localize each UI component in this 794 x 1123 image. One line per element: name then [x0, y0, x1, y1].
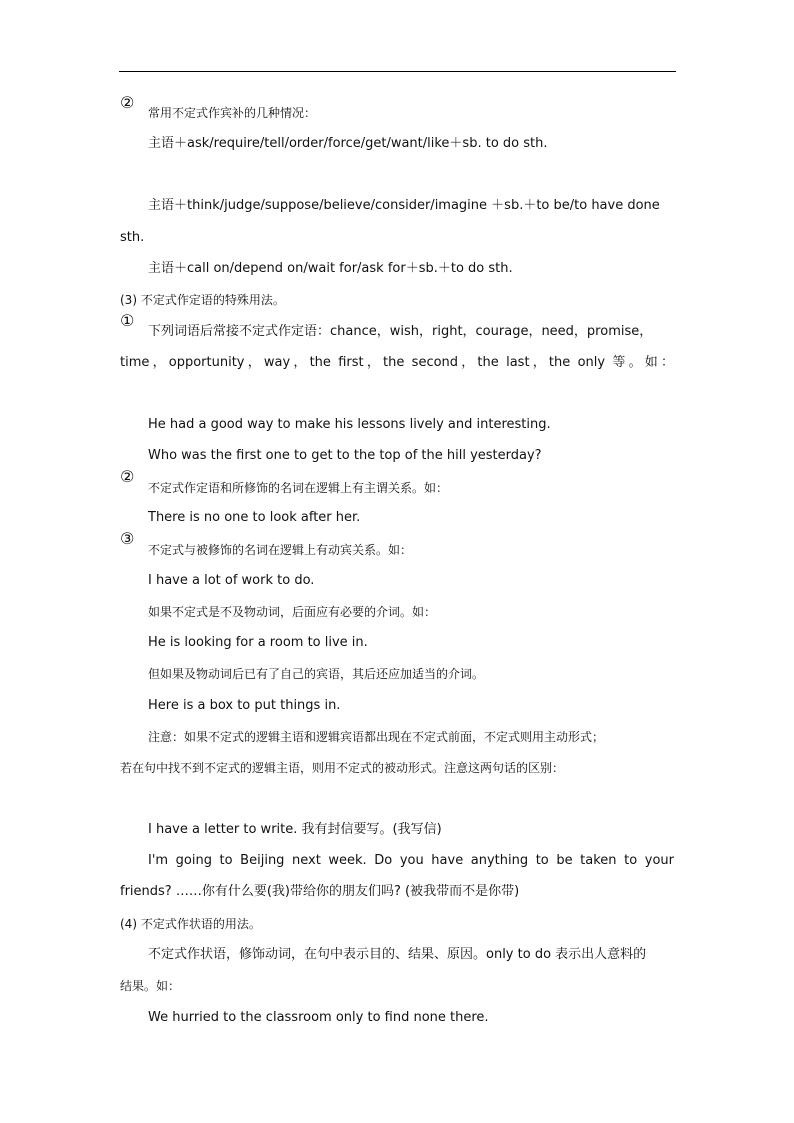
text-line: 主语＋ask/require/tell/order/force/get/want/like＋sb. to do sth.: [148, 136, 548, 151]
text-line: 如果不定式是不及物动词，后面应有必要的介词。如：: [148, 605, 437, 619]
text-line: time，opportunity，way，the first，the second，the last，the only 等。如：: [120, 355, 674, 370]
circled-three-marker: ③: [120, 529, 135, 548]
example-sentence: I have a lot of work to do.: [148, 573, 315, 588]
example-sentence: He had a good way to make his lessons lively and interesting.: [148, 417, 551, 432]
example-sentence: We hurried to the classroom only to find none there.: [148, 1010, 489, 1025]
example-sentence: He is looking for a room to live in.: [148, 635, 368, 650]
section-heading: (3) 不定式作定语的特殊用法。: [120, 293, 285, 307]
text-line: 但如果及物动词后已有了自己的宾语，其后还应加适当的介词。: [148, 667, 485, 681]
text-line: 主语＋think/judge/suppose/believe/consider/imagine ＋sb.＋to be/to have done: [148, 198, 660, 213]
note-line: 注意：如果不定式的逻辑主语和逻辑宾语都出现在不定式前面，不定式则用主动形式；: [148, 730, 605, 744]
circled-two-marker: ②: [120, 467, 135, 486]
text-line: 不定式与被修饰的名词在逻辑上有动宾关系。如：: [148, 543, 413, 557]
text-line: 主语＋call on/depend on/wait for/ask for＋sb.＋to do sth.: [148, 261, 513, 276]
circled-one-marker: ①: [120, 311, 135, 330]
header-rule: [119, 71, 676, 72]
text-line: sth.: [120, 230, 145, 245]
section-heading: (4) 不定式作状语的用法。: [120, 917, 261, 931]
text-line: 不定式作状语，修饰动词，在句中表示目的、结果、原因。only to do 表示出人意料的: [148, 947, 647, 962]
text-line: 结果。如：: [120, 979, 181, 993]
example-sentence: I'm going to Beijing next week. Do you have anything to be taken to your: [148, 853, 674, 868]
example-sentence: I have a letter to write. 我有封信要写。(我写信): [148, 822, 442, 837]
text-line: 常用不定式作宾补的几种情况：: [148, 106, 317, 120]
circled-two-marker: ②: [120, 93, 135, 112]
example-sentence: friends? ……你有什么要(我)带给你的朋友们吗? (被我带而不是你带): [120, 884, 520, 899]
example-sentence: Here is a box to put things in.: [148, 698, 341, 713]
note-line: 若在句中找不到不定式的逻辑主语，则用不定式的被动形式。注意这两句话的区别：: [120, 761, 565, 775]
example-sentence: There is no one to look after her.: [148, 510, 361, 525]
example-sentence: Who was the first one to get to the top of the hill yesterday?: [148, 448, 542, 463]
text-line: 下列词语后常接不定式作定语：chance，wish，right，courage，need，promise，: [148, 324, 653, 339]
text-line: 不定式作定语和所修饰的名词在逻辑上有主谓关系。如：: [148, 481, 449, 495]
